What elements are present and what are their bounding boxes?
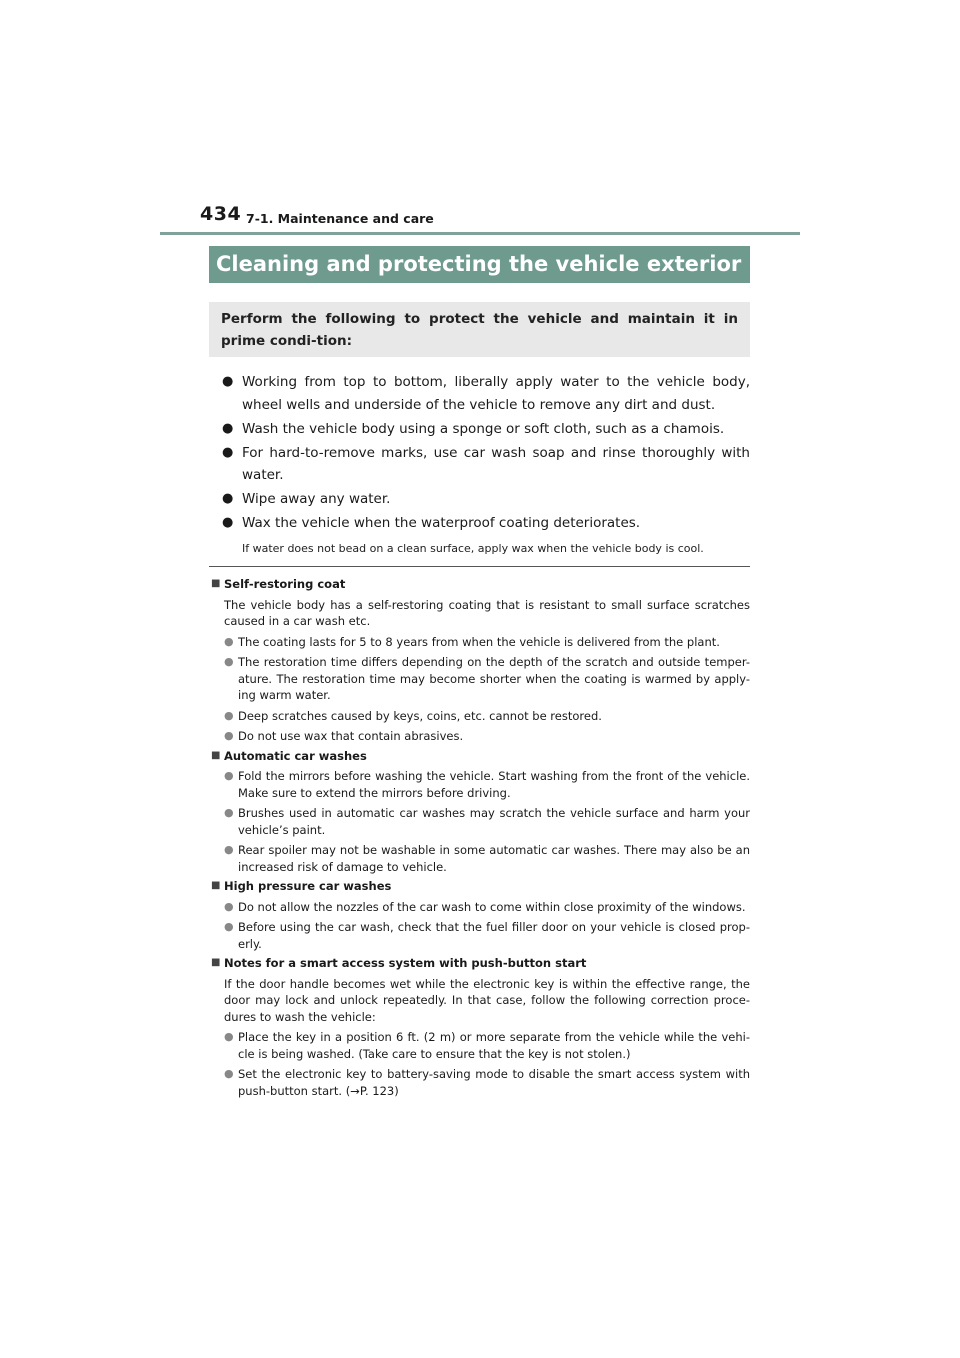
circle-bullet-icon: ●: [224, 708, 234, 722]
info-notes: [211, 576, 750, 1102]
circle-bullet-icon: ●: [224, 769, 234, 782]
info-bullet: [211, 805, 750, 838]
step-text: Working from top to bottom, liberally apply water to the vehicle body, wheel wells and underside of the vehicle to remove any dirt and dust.: [242, 374, 750, 413]
info-heading: [211, 955, 750, 972]
circle-bullet-icon: ●: [224, 1067, 234, 1080]
info-bullet: [211, 634, 750, 651]
bullet-dot-icon: ●: [222, 374, 234, 389]
info-bullet-text: Do not allow the nozzles of the car wash to come within close proximity of the windows.: [238, 899, 746, 914]
info-heading-text: Automatic car washes: [224, 748, 367, 763]
info-heading: [211, 748, 750, 765]
info-section-smart-access: [211, 955, 750, 1099]
step-item: [222, 371, 750, 416]
info-bullet-text: Fold the mirrors before washing the vehicle. Start washing from the front of the vehicle. Make sure to extend the mirrors before driving.: [238, 769, 750, 800]
step-text: Wash the vehicle body using a sponge or soft cloth, such as a chamois.: [242, 420, 725, 437]
info-bullet: [211, 1066, 750, 1099]
info-heading-text: Notes for a smart access system with push-button start: [224, 956, 587, 970]
page-number: 434: [200, 203, 242, 225]
step-item: [222, 418, 750, 441]
square-bullet-icon: ■: [211, 749, 221, 761]
bullet-dot-icon: ●: [222, 515, 234, 530]
info-bullet: [211, 842, 750, 875]
info-bullet: [211, 899, 750, 916]
info-bullet: [211, 1029, 750, 1062]
bullet-dot-icon: ●: [222, 420, 234, 436]
info-bullet: [211, 728, 750, 745]
step-item: [222, 442, 750, 487]
info-bullet-text: The restoration time differs depending on the depth of the scratch and outside temper-ature. The restoration time may become shorter when the coating is warmed by apply-ing warm water.: [238, 655, 750, 702]
circle-bullet-icon: ●: [224, 1030, 234, 1043]
circle-bullet-icon: ●: [224, 843, 234, 856]
info-paragraph: If the door handle becomes wet while the electronic key is within the effective range, the door may lock and unlock repeatedly. In that case, follow the following correction proce-dures to wash the vehicle:: [224, 976, 750, 1024]
square-bullet-icon: ■: [211, 880, 221, 891]
bullet-dot-icon: ●: [222, 491, 234, 506]
step-list: [222, 371, 750, 558]
info-heading-text: High pressure car washes: [224, 879, 392, 893]
info-heading: [211, 878, 750, 895]
page-header: [200, 203, 800, 235]
step-note: If water does not bead on a clean surface, apply wax when the vehicle body is cool.: [242, 541, 704, 555]
info-bullet-text: Rear spoiler may not be washable in some automatic car washes. There may also be an increased risk of damage to vehicle.: [238, 843, 750, 874]
info-paragraph: The vehicle body has a self-restoring coating that is resistant to small surface scratches caused in a car wash etc.: [224, 597, 750, 628]
circle-bullet-icon: ●: [224, 729, 234, 742]
page-title: Cleaning and protecting the vehicle exterior: [209, 246, 750, 283]
intro-box: Perform the following to protect the vehicle and maintain it in prime condi-tion:: [209, 302, 750, 357]
info-bullet-text: Do not use wax that contain abrasives.: [238, 729, 464, 743]
circle-bullet-icon: ●: [224, 655, 234, 668]
info-bullet-text: The coating lasts for 5 to 8 years from when the vehicle is delivered from the plant.: [238, 634, 720, 649]
info-bullet: [211, 708, 750, 725]
info-section-self-restoring: [211, 576, 750, 745]
info-bullet-text: Set the electronic key to battery-saving mode to disable the smart access system with push-button start. (→P. 123): [238, 1067, 750, 1098]
info-bullet-text: Place the key in a position 6 ft. (2 m) or more separate from the vehicle while the vehi-cle is being washed. (Take care to ensure that the key is not stolen.): [238, 1030, 750, 1061]
info-divider: [209, 566, 750, 567]
step-text: Wax the vehicle when the waterproof coating deteriorates.: [242, 515, 641, 531]
header-divider: [160, 232, 800, 235]
circle-bullet-icon: ●: [224, 806, 234, 819]
square-bullet-icon: ■: [211, 578, 221, 589]
step-text: Wipe away any water.: [242, 491, 391, 507]
info-bullet: [211, 919, 750, 952]
section-title: 7-1. Maintenance and care: [246, 211, 434, 226]
info-bullet: [211, 768, 750, 801]
info-bullet-text: Brushes used in automatic car washes may scratch the vehicle surface and harm your vehicle’s paint.: [238, 806, 750, 837]
info-bullet-text: Before using the car wash, check that the fuel filler door on your vehicle is closed prop-erly.: [238, 920, 750, 951]
info-section-automatic: [211, 748, 750, 876]
square-bullet-icon: ■: [211, 957, 221, 968]
info-section-high-pressure: [211, 878, 750, 952]
info-bullet: [211, 654, 750, 704]
circle-bullet-icon: ●: [224, 920, 234, 933]
info-bullet-text: Deep scratches caused by keys, coins, etc. cannot be restored.: [238, 708, 602, 723]
step-item: [222, 512, 750, 535]
info-heading-text: Self-restoring coat: [224, 577, 346, 591]
step-item: [222, 488, 750, 511]
circle-bullet-icon: ●: [224, 634, 234, 648]
bullet-dot-icon: ●: [222, 444, 234, 460]
step-text: For hard-to-remove marks, use car wash soap and rinse thoroughly with water.: [242, 444, 750, 483]
info-heading: [211, 576, 750, 593]
circle-bullet-icon: ●: [224, 899, 234, 913]
